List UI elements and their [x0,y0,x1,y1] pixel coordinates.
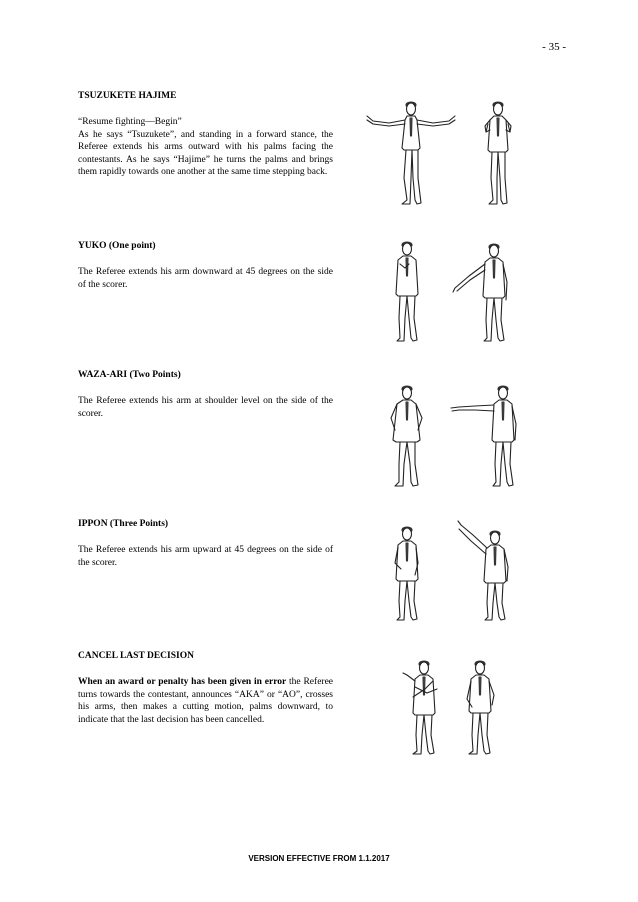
section-title: TSUZUKETE HAJIME [78,91,177,101]
referee-figures-yuko [355,238,555,344]
referee-figures-cancel-last-decision [355,655,555,759]
section-tsuzukete-hajime [78,90,333,178]
section-cancel-last-decision [78,650,333,726]
referee-figures-ippon [355,519,555,623]
section-lead: When an award or penalty has been given in error [78,677,287,688]
section-title: WAZA-ARI (Two Points) [78,370,181,380]
illustration-tsuzukete-hajime [355,96,555,208]
referee-figure-arm-horizontal [451,386,516,486]
illustration-yuko [355,238,555,344]
section-waza-ari [78,369,333,420]
section-text: As he says “Tsuzukete”, and standing in a forward stance, the Referee extends his arms outward with his palms facing the contestants. As he says “Hajime” he turns the palms and brings them rapidly towards one another at the same time stepping back. [78,129,333,178]
referee-figure-arm-downward [453,244,507,341]
page-footer: VERSION EFFECTIVE FROM 1.1.2017 [248,854,390,863]
referee-figure-standing [396,242,418,341]
section-yuko [78,240,333,291]
section-text: The Referee extends his arm at shoulder level on the side of the scorer. [78,396,333,419]
section-ippon [78,518,333,569]
illustration-ippon [355,519,555,623]
section-text: The Referee extends his arm upward at 45 degrees on the side of the scorer. [78,545,333,568]
referee-figures-tsuzukete-hajime [355,96,555,208]
referee-figure-arms-crossed [403,661,437,754]
referee-figure-arm-upward [458,521,508,620]
referee-figure-standing [391,386,422,486]
referee-figure-standing [395,527,418,620]
section-title: CANCEL LAST DECISION [78,651,194,661]
referee-figure-arms-outstretched [367,102,455,204]
illustration-waza-ari [355,382,555,490]
section-body: the Referee turns towards the contestant, announces “AKA” or “AO”, crosses his arms, then makes a cutting motion, palms downward, to indicate that the last decision has been cancelled. [78,677,334,725]
illustration-cancel-last-decision [355,655,555,759]
referee-figures-waza-ari [355,382,555,490]
section-subtitle: “Resume fighting—Begin” [78,117,182,128]
referee-figure-palms-together [485,102,511,204]
section-title: YUKO (One point) [78,241,156,251]
section-title: IPPON (Three Points) [78,519,169,529]
section-text [78,676,333,726]
section-text: The Referee extends his arm downward at 45 degrees on the side of the scorer. [78,267,333,290]
page-number: - 35 - [542,41,566,53]
referee-figure-cutting-motion [467,661,494,754]
